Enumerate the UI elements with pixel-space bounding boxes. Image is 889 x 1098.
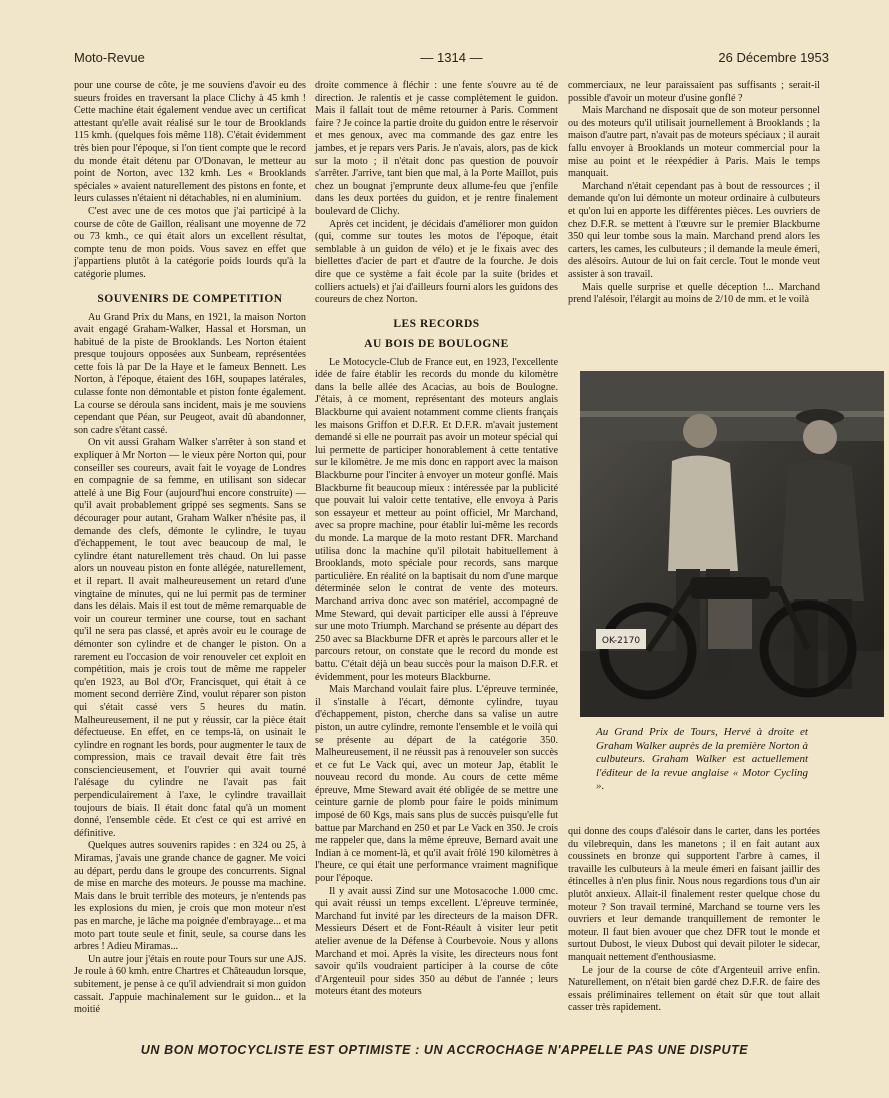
paragraph: Mais quelle surprise et quelle déception !... Marchand prend l'alésoir, l'élargit au moins de 2/10 de mm. et le voilà <box>568 281 820 306</box>
paragraph: qui donne des coups d'alésoir dans le carter, dans les portées du vilebrequin, dans les manetons ; il en fait autant aux coussinets en bronze qui supportent l'arbre à cames, il travaille les culbuteurs à la meule émeri en faisant jaillir des étincelles à n'en plus finir. Nous nous regardions tous d'un air plutôt anxieux. Allait-il finalement rester quelque chose du moteur ? Son travail terminé, Marchand se tourne vers les ouvriers et leur demande tranquillement de remonter le moteur. Il faut bien avouer que chez DFR tout le monde et surtout Dubost, le vieux Dubost qui devait piloter le sidecar, manquait nettement d'enthousiasme. <box>568 826 820 963</box>
paragraph: C'est avec une de ces motos que j'ai participé à la course de côte de Gaillon, réalisant une moyenne de 72 ou 73 kmh., ce qui était alors un excellent résultat, compte tenu de mon poids. Vous savez en effet que j'appartiens plutôt à la catégorie poids lourds qu'à la catégorie plumes. <box>74 205 306 280</box>
man-head <box>803 420 837 454</box>
paragraph: Marchand n'était cependant pas à bout de ressources ; il demande qu'on lui démonte un moteur ordinaire à culbuteurs et qu'on lui en apporte les différentes pièces. Les ouvriers de chez D.F.R. se mettent à l'œuvre sur le premier Blackburne 350 qui leur tombe sous la main. Marchand prend alors les carters, les cames, les culbuteurs ; il demande la meule émeri, des alésoirs. Autour de lui on fait cercle. Tout le monde veut assister à son travail. <box>568 180 820 280</box>
paragraph: pour une course de côte, je me souviens d'avoir eu des sueurs froides en traversant la place Clichy à 45 kmh ! Cette machine était également vendue avec un certificat attestant qu'elle avait réalisé sur le tour de Brooklands 115 kmh. (quelques fois même 118). C'était évidemment très bien pour l'époque, si l'on tient compte que le record du monde était détenu par O'Donavan, le metteur au point de Norton, avec 132 kmh. Les « Brooklands spéciales » avaient naturellement des pistons en fonte, et leurs culasses n'étaient ni détachables, ni en aluminium. <box>74 80 306 205</box>
paragraph: Un autre jour j'étais en route pour Tours sur une AJS. Je roule à 60 kmh. entre Chartres et Châteaudun lorsque, subitement, je pense à ce qu'il adviendrait si mon guidon cassait. J'appuie machinalement sur le guidon... et la moitié <box>74 953 306 1016</box>
photo-caption: Au Grand Prix de Tours, Hervé à droite et Graham Walker auprès de la première Norton à culbuteurs. Graham Walker est actuellement l'éditeur de la revue anglaise « Motor Cycling ». <box>596 726 808 792</box>
man-coat <box>780 460 864 601</box>
column-2 <box>315 80 558 1000</box>
footer-slogan: UN BON MOTOCYCLISTE EST OPTIMISTE : UN ACCROCHAGE N'APPELLE PAS UNE DISPUTE <box>140 1043 749 1057</box>
paragraph: Mais Marchand ne disposait que de son moteur personnel ou des moteurs qu'il utilisait journellement à Brooklands ; la maison d'autre part, n'avait pas de moteurs spéciaux ; il aurait fallu envoyer à Brooklands un moteur commercial pour la mise au point et le réexpédier à Paris. Mais le temps manquait. <box>568 105 820 180</box>
paragraph: Le jour de la course de côte d'Argenteuil arrive enfin. Naturellement, on n'était bien gardé chez D.F.R. de faire des essais préliminaires tellement on était sûr que tout allait casser très rapidement. <box>568 964 820 1014</box>
rider-head <box>683 414 717 448</box>
photo-background <box>580 371 884 441</box>
column-3-top <box>568 80 820 362</box>
page-header <box>74 50 829 70</box>
issue-date: 26 Décembre 1953 <box>718 50 829 65</box>
engine <box>708 599 752 649</box>
paragraph: Mais Marchand voulait faire plus. L'épreuve terminée, il s'installe à l'écart, démonte cylindre, tuyau d'échappement, piston, cherche dans sa valise un autre piston, un autre cylindre, remonte l'ensemble et le voilà qui se présente au départ de la catégorie 350. Malheureusement, il ne réussit pas à renouveler son succès et ce fut Le Vack qui, avec un moteur Jap, établit le nouveau record du monde. Au cours de cette même épreuve, Mme Steward avait été obligée de se mettre une ceinture garnie de plomb pour faire le poids minimum imposé de 60 Kgs, mais sans plus de succès puisqu'elle fut battue par Marchand en 250 et par Le Vack en 350. Je crois me rappeler que, dans la même épreuve, Bernard avait une Indian à ce moment-là, et qu'il avait frôlé 190 kilomètres à l'heure, ce qui était une performance vraiment magnifique pour l'époque. <box>315 684 558 885</box>
paragraph: droite commence à fléchir : une fente s'ouvre au té de direction. Je ralentis et je casse complètement le guidon. Mais il fallait tout de même retourner à Paris. Comment faire ? Je coince la partie droite du guidon entre le réservoir et mes genoux, avec ma commande des gaz entre les jambes, et je repars vers Paris. Je n'avais, alors, pas de kick sur la moto ; il n'était donc pas question de pouvoir s'arrêter. J'arrive, tant bien que mal, à la Porte Maillot, puis chez un bougnat j'emprunte deux allume-feu que j'enfile dans les deux portées du guidon, et je rentre finalement boulevard de Clichy. <box>315 80 558 217</box>
paragraph: Au Grand Prix du Mans, en 1921, la maison Norton avait engagé Graham-Walker, Hassal et Horsman, un habitué de la piste de Brooklands. Les Norton étaient presque toujours opposées aux Sunbeam, représentées cette fois là par De la Haye et le fameux Bennett. Les Norton, à l'époque, étaient des 16H, soupapes latérales, culasse fonte non démontable et piston fonte également. La course se déroula sans incident, mais je me souviens cependant que Péan, sur Peugeot, avait dû abandonner, son cadre s'étant cassé. <box>74 311 306 436</box>
photo-illustration <box>580 371 884 717</box>
paragraph: commerciaux, ne leur paraissaient pas suffisants ; serait-il possible d'avoir un moteur d'usine gonflé ? <box>568 80 820 104</box>
section-heading: LES RECORDS <box>393 317 480 330</box>
section-subheading: AU BOIS DE BOULOGNE <box>364 337 509 350</box>
journal-name: Moto-Revue <box>74 50 145 65</box>
fuel-tank <box>690 577 770 599</box>
paragraph: Après cet incident, je décidais d'améliorer mon guidon (qui, comme sur toutes les motos de l'époque, était semblable à un guidon de vélo) et je le fixais avec des biellettes d'acier de part et d'autre de la fourche. Je dois dire que ce système a fait école par la suite (brides et colliers actuels) et j'ai d'ailleurs fourni alors les guidons des coureurs de chez Norton. <box>315 218 558 306</box>
column-3-bottom <box>568 826 820 1014</box>
number-plate-text: OK-2170 <box>601 636 641 646</box>
rider-jacket <box>668 455 738 571</box>
paragraph: On vit aussi Graham Walker s'arrêter à son stand et expliquer à Mr Norton — le vieux père Norton qui, pour conseiller ses coureurs, avait fait le voyage de Londres en compagnie de sa femme, en utilisant son sidecar attelé à une Big Four (aujourd'hui encore construite) — qu'il avait probablement grippé ses segments. Sans se décourager pour autant, Graham Walker n'hésite pas, il demande des clefs, démonte le cylindre, le tuyau d'échappement, le tout avec beaucoup de mal, le cylindre étant naturellement très chaud. On lui passe alors un nouveau piston en fonte allégée, naturellement, et il repart. Il avait malheureusement un retard d'une vingtaine de minutes, qui ne lui permit pas de terminer dans les délais. Mais il est tout de même remarquable de voir un coureur terminer une course, tout en sachant qu'il ne sera pas classé, et après avoir eu le courage de démonter son cylindre et de changer le piston. On a rarement eu l'occasion de voir renouveler cet exploit en compétition, mais je crois tout de même me rappeler qu'en 1923, au Bol d'Or, Francisquet, qui était à ce moment second derrière Zind, voulut réparer son piston qui s'était cassé vers 5 heures du matin. Malheureusement, il ne put y réussir, car la pièce était défectueuse. En effet, en ce temps-là, on usinait le cylindre en rognant les bords, pour augmenter le taux de compression, mais ce travail devait être fait très consciencieusement, et l'ouvrier qui avait tourné l'alésage du cylindre ne l'avait pas fait perpendiculairement à l'axe, le cylindre travaillait toujours de biais. Il était donc fatal qu'à un moment donné, l'ensemble cède. Et c'est ce qui est arrivé en définitive. <box>74 437 306 839</box>
section-heading: SOUVENIRS DE COMPETITION <box>97 292 283 305</box>
paragraph: Il y avait aussi Zind sur une Motosacoche 1.000 cmc. qui avait réussi un temps excellent. L'épreuve terminée, Marchand fut invité par les directeurs de la maison DFR. Messieurs Désert et de Font-Réault à visiter leur petit atelier avenue de la Défense à Courbevoie. Nous y allons Marchand et moi. Après la visite, les directeurs nous font savoir qu'ils voudraient participer à la course de côte d'Argenteuil pour sides 350 au début de l'année ; leurs moteurs étant des moteurs <box>315 885 558 998</box>
column-1 <box>74 80 306 1016</box>
paragraph: Quelques autres souvenirs rapides : en 324 ou 25, à Miramas, j'avais une grande chance de gagner. Me voici au départ, perdu dans le groupe des concurrents. Signal de mise en marche des moteurs. Je pousse ma machine. Mais dans le bruit terrible des moteurs, je n'entends pas les explosions du mien, je crois que mon moteur n'est pas en marche, je lâche ma poignée d'embrayage... et ma moto part toute seule et finit, seule, sa course dans les arbres ! Adieu Miramas... <box>74 840 306 953</box>
page-number: — 1314 — <box>420 50 483 65</box>
photo-grand-prix-tours <box>580 371 884 717</box>
paragraph: Le Motocycle-Club de France eut, en 1923, l'excellente idée de faire établir les records du monde du kilomètre dans la belle allée des Acacias, au bois de Boulogne. J'étais, à ce moment, représentant des moteurs anglais Blackburne qui avaient notamment comme clients français les maisons Griffon et D.F.R. Et D.F.R. m'avait justement demandé si elle ne pourrait pas avoir un moteur spécial qui lui permette de participer honorablement à cette tentative sur le kilomètre. Je me mis donc en rapport avec la maison Blackburne pour l'inciter à envoyer un moteur gonflé. Mais Blackburne fit beaucoup mieux : intéressée par la publicité que pouvait lui valoir cette tentative, elle envoya à Paris son essayeur et metteur au point officiel, Mr Marchand, avec sa propre machine, pour établir lui-même les records du monde. La marque de la moto restant DFR. Marchand utilisa donc la machine qu'il pilotait habituellement à Brooklands, moto spéciale pour records, sans marque particulière. En réalité on la baptisait du nom d'une marque déterminée selon le contrat de vente des moteurs. Marchand arriva donc avec son matériel, accompagné de Mme Steward, qui devait participer elle aussi à l'épreuve sur une moto Triumph. Marchand se présente au départ des 250 avec sa Blackburne DFR et après le parcours aller et le parcours retour, on constate que le record du monde est battu. C'était déjà un beau succès pour la maison D.F.R. et évidemment, pour les moteurs Blackburne. <box>315 356 558 683</box>
